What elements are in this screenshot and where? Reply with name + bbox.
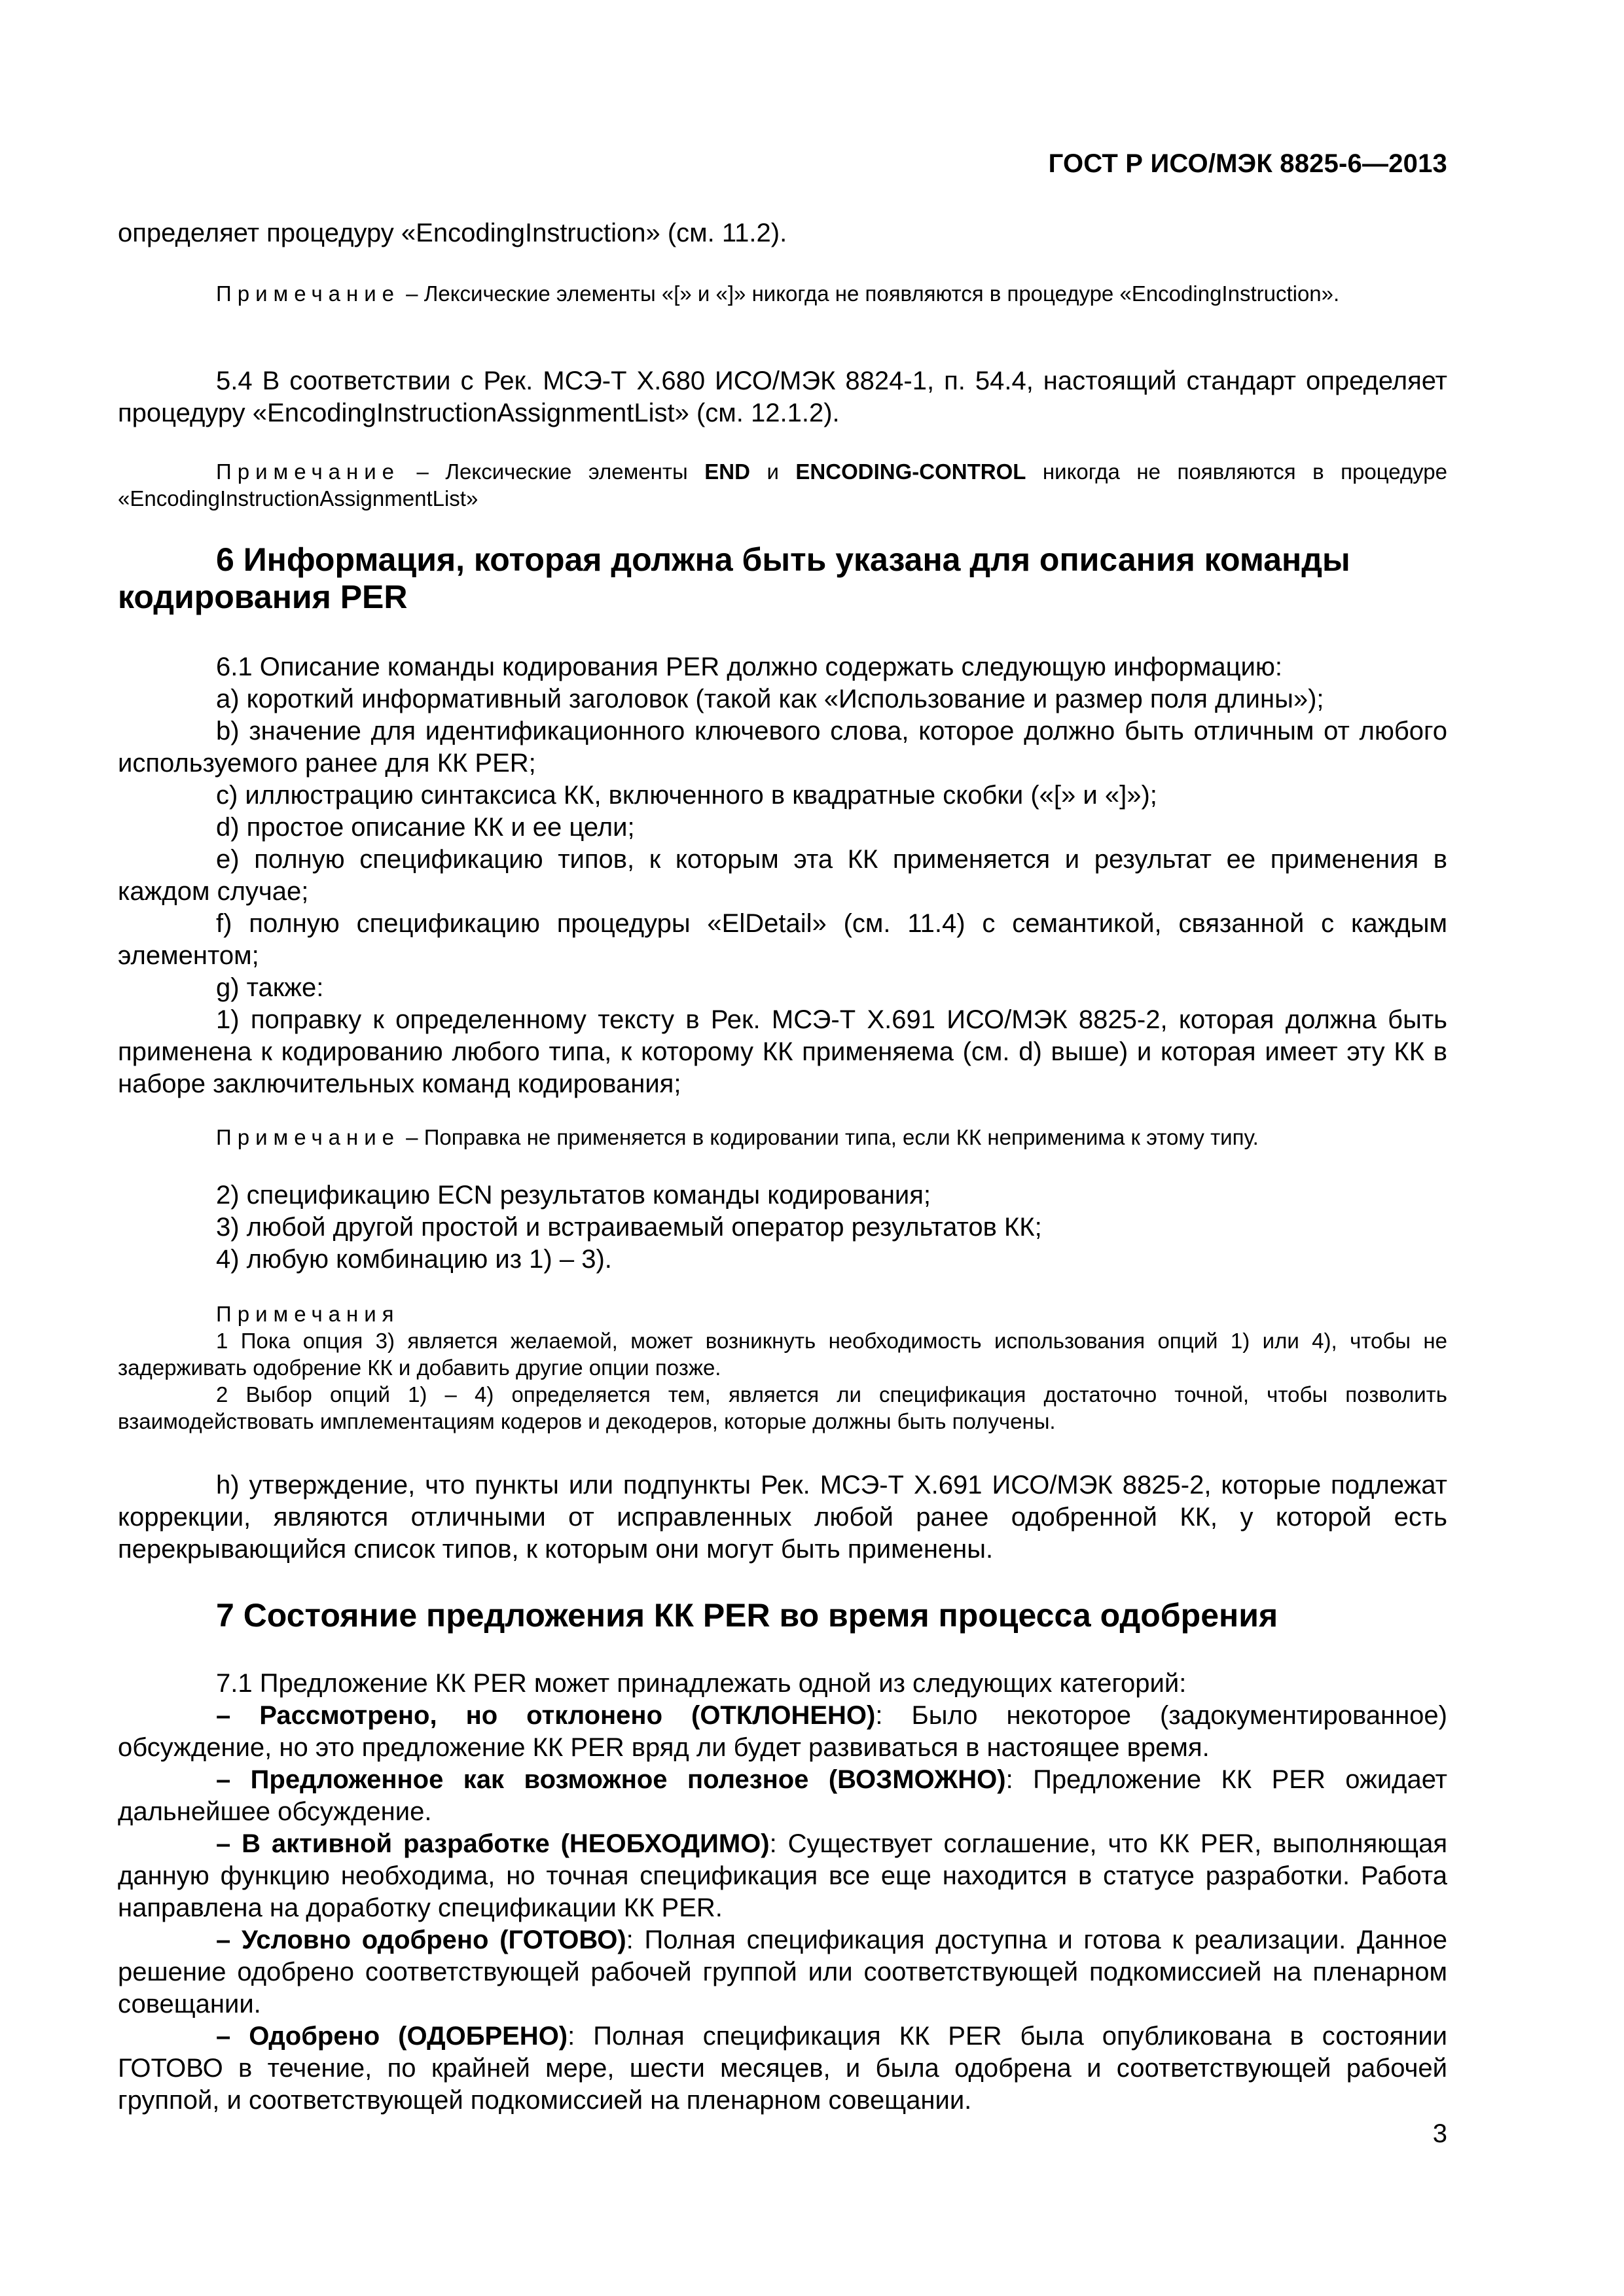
page-number: 3 <box>1432 2119 1447 2148</box>
intro-paragraph <box>118 217 1447 249</box>
list-item-d: d) простое описание КК и ее цели; <box>216 813 635 842</box>
note-label: Примечание <box>216 459 401 484</box>
note-3 <box>118 1124 1447 1151</box>
paragraph-7-1: 7.1 Предложение КК PER может принадлежать одной из следующих категорий: <box>216 1669 1187 1698</box>
note-item-1: 1 Пока опция 3) является желаемой, может возникнуть необходимость использования опций 1) или 4), чтобы не задерживать одобрение КК и добавить другие опции позже. <box>118 1329 1447 1380</box>
note-2 <box>118 458 1447 512</box>
note-text: – Поправка не применяется в кодировании типа, если КК неприменима к этому типу. <box>400 1125 1259 1149</box>
note-label: Примечание <box>216 281 401 306</box>
note-text: никогда не появляются в процедуре «EncodingInstructionAssignmentList» <box>118 459 1448 511</box>
keyword-encoding-control: ENCODING-CONTROL <box>795 459 1026 484</box>
notes-block <box>118 1300 1447 1435</box>
list-item-e: e) полную спецификацию типов, к которым эта КК применяется и результат ее применения в каждом случае; <box>118 845 1447 906</box>
category-title: – Предложенное как возможное полезное (ВОЗМОЖНО) <box>216 1765 1006 1794</box>
list-item-g1: 1) поправку к определенному тексту в Рек. МСЭ-Т X.691 ИСО/МЭК 8825-2, которая должна быть применена к кодированию любого типа, к которому КК применяема (см. d) выше) и которая имеет эту КК в наборе заключительных команд кодирования; <box>118 1005 1447 1098</box>
note-text: – Лексические элементы «[» и «]» никогда не появляются в процедуре «EncodingInstruction». <box>400 281 1340 306</box>
category-text: : Полная спецификация доступна и готова к реализации. Данное решение одобрено соответствующей рабочей группой или соответствующей подкомиссией на пленарном совещании. <box>118 1926 1447 2018</box>
note-label: Примечание <box>216 1125 401 1149</box>
note-item-2: 2 Выбор опций 1) – 4) определяется тем, является ли спецификация достаточно точной, чтобы позволить взаимодействовать имплементациям кодеров и декодеров, которые должны быть получены. <box>118 1382 1447 1433</box>
list-item-f: f) полную спецификацию процедуры «ElDetail» (см. 11.4) с семантикой, связанной с каждым элементом; <box>118 909 1447 970</box>
category-approved <box>118 2020 1447 2117</box>
section-heading: 7 Состояние предложения КК PER во время процесса одобрения <box>216 1597 1278 1634</box>
heading-section-7 <box>118 1597 1447 1634</box>
category-needed <box>118 1828 1447 1924</box>
paragraph-5-4 <box>118 365 1447 429</box>
section-6-list <box>118 651 1447 1100</box>
subitems-g <box>118 1179 1447 1276</box>
category-text: : Предложение КК PER ожидает дальнейшее обсуждение. <box>118 1765 1447 1826</box>
category-text: : Было некоторое (задокументированное) обсуждение, но это предложение КК PER вряд ли будет развиваться в настоящее время. <box>118 1701 1447 1762</box>
list-item-g: g) также: <box>216 973 324 1002</box>
paragraph-text: 5.4 В соответствии с Рек. МСЭ-Т X.680 ИСО/МЭК 8824-1, п. 54.4, настоящий стандарт определяет процедуру «EncodingInstructionAssignmentList» (см. 12.1.2). <box>118 367 1447 427</box>
category-ready <box>118 1924 1447 2020</box>
list-item-g3: 3) любой другой простой и встраиваемый оператор результатов КК; <box>216 1213 1042 1242</box>
document-code: ГОСТ Р ИСО/МЭК 8825-6—2013 <box>1048 149 1447 178</box>
category-text: : Полная спецификация КК PER была опубликована в состоянии ГОТОВО в течение, по крайней мере, шести месяцев, и была одобрена и соответствующей рабочей группой, и соответствующей подкомиссией на пленарном совещании. <box>118 2022 1447 2115</box>
category-title: – Условно одобрено (ГОТОВО) <box>216 1926 626 1954</box>
note-1 <box>118 280 1447 307</box>
category-rejected <box>118 1700 1447 1764</box>
section-7-list <box>118 1668 1447 2117</box>
category-title: – В активной разработке (НЕОБХОДИМО) <box>216 1829 770 1858</box>
category-text: : Существует соглашение, что КК PER, выполняющая данную функцию необходима, но точная спецификация все еще находится в статусе разработки. Работа направлена на доработку спецификации КК PER. <box>118 1829 1447 1922</box>
heading-section-6 <box>118 541 1447 616</box>
keyword-end: END <box>704 459 750 484</box>
paragraph-text: определяет процедуру «EncodingInstruction» (см. 11.2). <box>118 219 787 247</box>
section-heading: 6 Информация, которая должна быть указана для описания команды кодирования PER <box>118 541 1350 615</box>
list-item-c: c) иллюстрацию синтаксиса КК, включенного в квадратные скобки («[» и «]»); <box>216 781 1157 810</box>
paragraph-6-1: 6.1 Описание команды кодирования PER должно содержать следующую информацию: <box>216 653 1282 681</box>
note-text: – Лексические элементы <box>400 459 705 484</box>
notes-label: Примечания <box>216 1302 400 1326</box>
category-title: – Одобрено (ОДОБРЕНО) <box>216 2022 568 2051</box>
list-item-g4: 4) любую комбинацию из 1) – 3). <box>216 1245 612 1274</box>
list-item-g2: 2) спецификацию ECN результатов команды кодирования; <box>216 1181 931 1210</box>
category-possible <box>118 1764 1447 1828</box>
category-title: – Рассмотрено, но отклонено (ОТКЛОНЕНО) <box>216 1701 876 1730</box>
list-item-a: a) короткий информативный заголовок (такой как «Использование и размер поля длины»); <box>216 685 1324 713</box>
list-item-b: b) значение для идентификационного ключевого слова, которое должно быть отличным от любого используемого ранее для КК PER; <box>118 717 1447 778</box>
list-item-h: h) утверждение, что пункты или подпункты Рек. МСЭ-Т X.691 ИСО/МЭК 8825-2, которые подлежат коррекции, являются отличными от исправленных любой ранее одобренной КК, у которой есть перекрывающийся список типов, к которым они могут быть применены. <box>118 1471 1447 1564</box>
list-item-h-block <box>118 1469 1447 1566</box>
note-text: и <box>749 459 796 484</box>
